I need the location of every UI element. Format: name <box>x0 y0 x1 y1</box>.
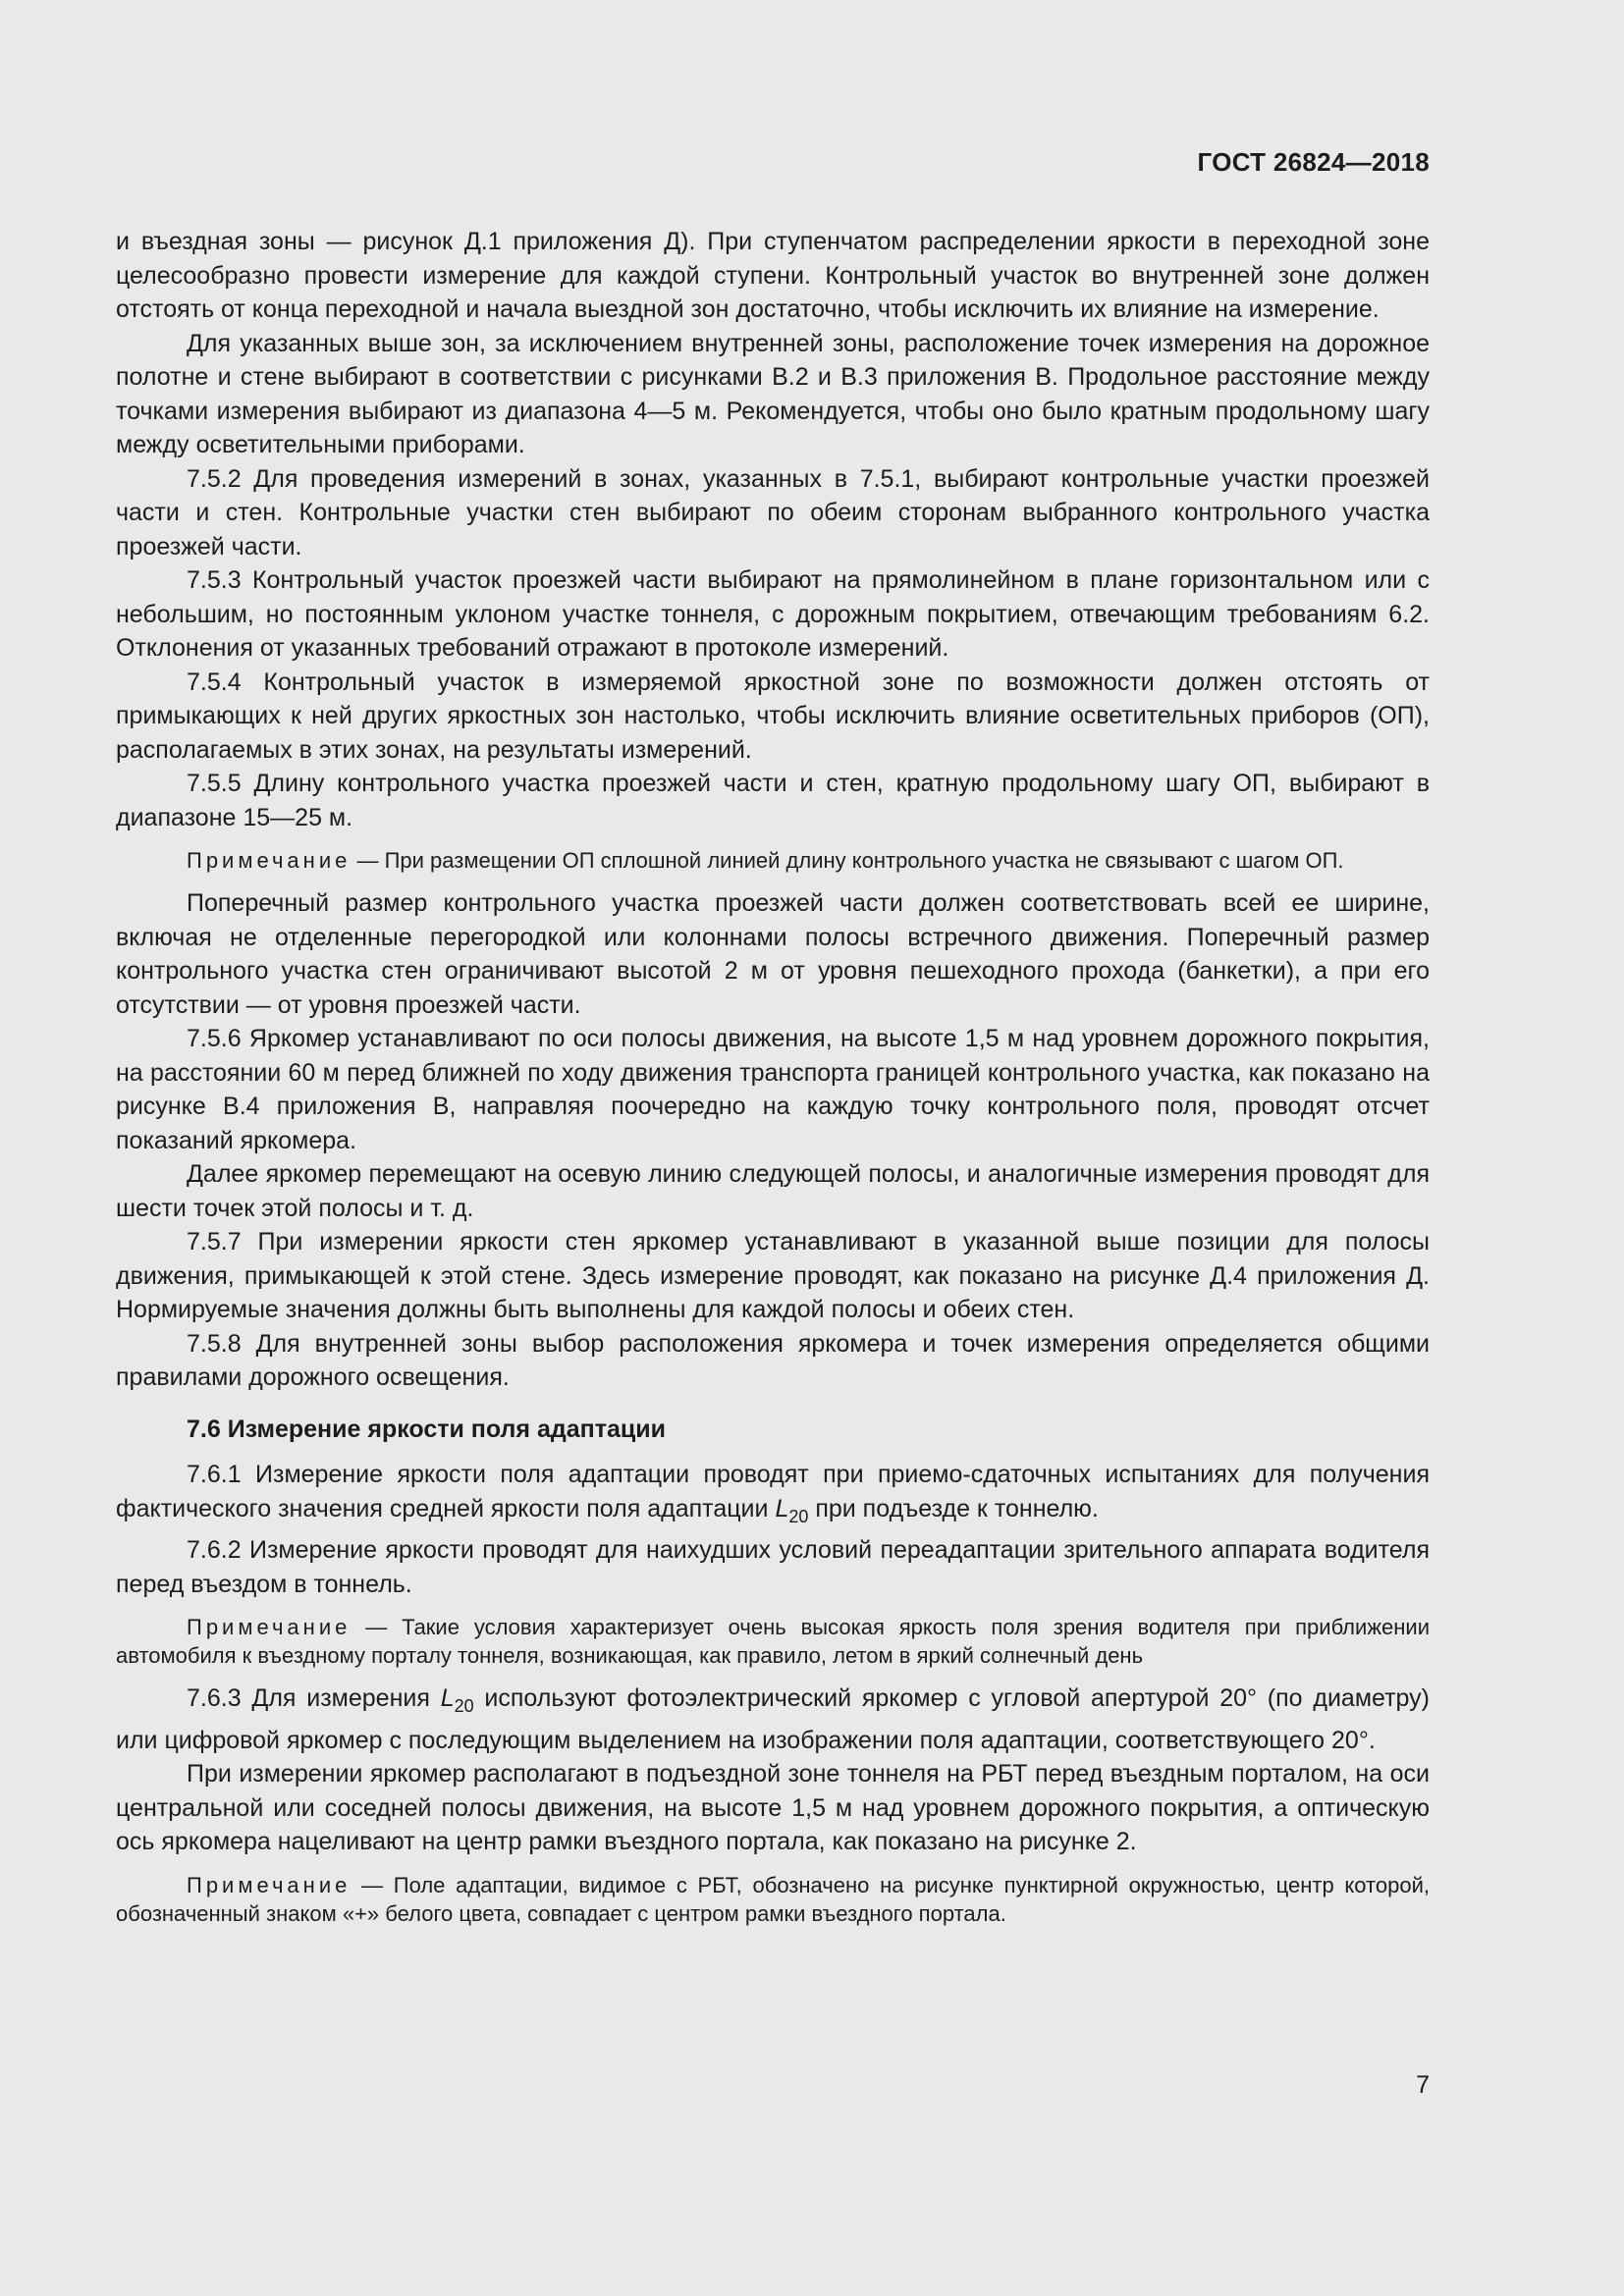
doc-number-header: ГОСТ 26824—2018 <box>1197 147 1430 177</box>
clause-7-5-8: 7.5.8 Для внутренней зоны выбор расположения яркомера и точек измерения определяется общими правилами дорожного освещения. <box>116 1329 1430 1391</box>
section-heading-7-6: 7.6 Измерение яркости поля адаптации <box>187 1415 667 1443</box>
clause-7-6-1 <box>116 1458 1430 1533</box>
page-number: 7 <box>1416 2071 1430 2099</box>
symbol-L: L <box>440 1684 455 1712</box>
note-text: — Такие условия характеризует очень высокая яркость поля зрения водителя при приближении автомобиля к въездному порталу тоннеля, возникающая, как правило, летом в яркий солнечный день <box>116 1615 1430 1668</box>
paragraph: При измерении яркомер располагают в подъездной зоне тоннеля на РБТ перед въездным порталом, на оси центральной или соседней полосы движения, на высоте 1,5 м над уровнем дорожного покрытия, а оптическую ось яркомера нацеливают на центр рамки въездного портала, как показано на рисунке 2. <box>116 1760 1430 1855</box>
document-body <box>116 225 1430 1928</box>
symbol-L: L <box>775 1494 789 1522</box>
paragraph: Поперечный размер контрольного участка проезжей части должен соответствовать всей ее ширине, включая не отделенные перегородкой или колоннами полосы встречного движения. Поперечный размер контрольного участка стен ограничивают высотой 2 м от уровня пешеходного прохода (банкетки), а при его отсутствии — от уровня проезжей части. <box>116 889 1430 1019</box>
note <box>116 1871 1430 1928</box>
paragraph: Для указанных выше зон, за исключением внутренней зоны, расположение точек измерения на дорожное полотне и стене выбирают в соответствии с рисунками В.2 и В.3 приложения В. Продольное расстояние между точками измерения выбирают из диапазона 4—5 м. Рекомендуется, чтобы оно было кратным продольному шагу между осветительными приборами. <box>116 329 1430 458</box>
clause-7-5-2: 7.5.2 Для проведения измерений в зонах, указанных в 7.5.1, выбирают контрольные участки проезжей части и стен. Контрольные участки стен выбирают по обеим сторонам выбранного контрольного участка проезжей части. <box>116 464 1430 561</box>
note <box>116 846 1430 875</box>
symbol-subscript: 20 <box>788 1506 809 1526</box>
clause-text: 7.6.1 Измерение яркости поля адаптации проводят при приемо-сдаточных испытаниях для получения фактического значения средней яркости поля адаптации <box>116 1461 1430 1522</box>
clause-text: при подъезде к тоннелю. <box>808 1494 1099 1522</box>
paragraph: и въездная зоны — рисунок Д.1 приложения Д). При ступенчатом распределении яркости в переходной зоне целесообразно провести измерение для каждой ступени. Контрольный участок во внутренней зоне должен отстоять от конца переходной и начала выездной зон достаточно, чтобы исключить их влияние на измерение. <box>116 228 1430 323</box>
clause-7-5-7: 7.5.7 При измерении яркости стен яркомер устанавливают в указанной выше позиции для полосы движения, примыкающей к этой стене. Здесь измерение проводят, как показано на рисунке Д.4 приложения Д. Нормируемые значения должны быть выполнены для каждой полосы и обеих стен. <box>116 1228 1430 1323</box>
clause-7-5-6: 7.5.6 Яркомер устанавливают по оси полосы движения, на высоте 1,5 м над уровнем дорожного покрытия, на расстоянии 60 м перед ближней по ходу движения транспорта границей контрольного участка, как показано на рисунке В.4 приложения В, направляя поочередно на каждую точку контрольного поля, проводят отсчет показаний яркомера. <box>116 1025 1430 1154</box>
paragraph: Далее яркомер перемещают на осевую линию следующей полосы, и аналогичные измерения проводят для шести точек этой полосы и т. д. <box>116 1160 1430 1222</box>
clause-7-5-5: 7.5.5 Длину контрольного участка проезжей части и стен, кратную продольному шагу ОП, выбирают в диапазоне 15—25 м. <box>116 770 1430 831</box>
clause-text: используют фотоэлектрический яркомер с угловой апертурой 20° (по диаметру) или цифровой яркомер с последующим выделением на изображении поля адаптации, соответствующего 20°. <box>116 1684 1430 1754</box>
clause-7-5-3: 7.5.3 Контрольный участок проезжей части выбирают на прямолинейном в плане горизонтальном или с небольшим, но постоянным уклоном участке тоннеля, с дорожным покрытием, отвечающим требованиям 6.2. Отклонения от указанных требований отражают в протоколе измерений. <box>116 566 1430 662</box>
clause-text: 7.6.3 Для измерения <box>187 1684 441 1712</box>
note-label: Примечание <box>187 1615 352 1639</box>
note-text: — Поле адаптации, видимое с РБТ, обозначено на рисунке пунктирной окружностью, центр которой, обозначенный знаком «+» белого цвета, совпадает с центром рамки въездного портала. <box>116 1872 1430 1926</box>
note-text: — При размещении ОП сплошной линией длину контрольного участка не связывают с шагом ОП. <box>351 848 1344 873</box>
note-label: Примечание <box>187 848 352 873</box>
note-label: Примечание <box>187 1872 352 1897</box>
clause-7-6-3 <box>116 1682 1430 1757</box>
clause-7-6-2: 7.6.2 Измерение яркости проводят для наихудших условий переадаптации зрительного аппарата водителя перед въездом в тоннель. <box>116 1536 1430 1598</box>
clause-7-5-4: 7.5.4 Контрольный участок в измеряемой яркостной зоне по возможности должен отстоять от примыкающих к ней других яркостных зон настолько, чтобы исключить влияние осветительных приборов (ОП), располагаемых в этих зонах, на результаты измерений. <box>116 667 1430 764</box>
symbol-subscript: 20 <box>454 1696 474 1716</box>
note <box>116 1613 1430 1670</box>
